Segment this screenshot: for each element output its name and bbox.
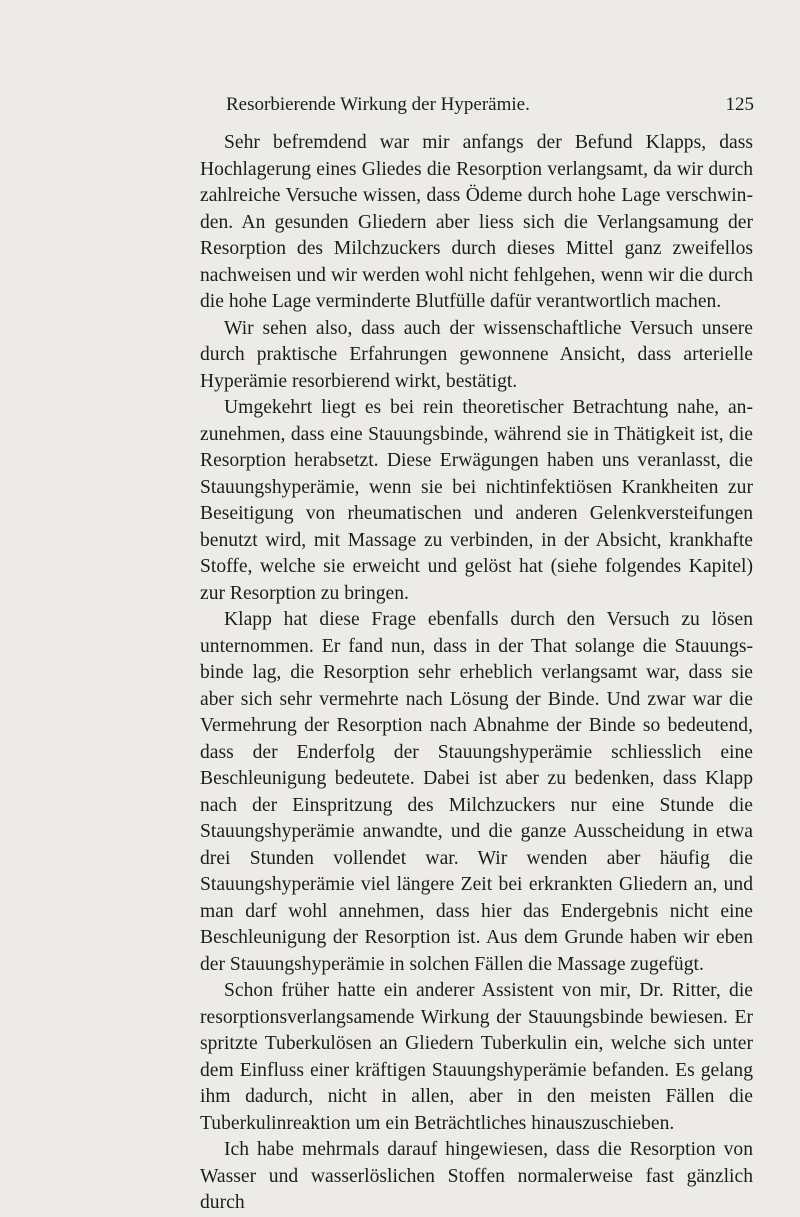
running-header [226,92,754,118]
paragraph-5: Schon früher hatte ein anderer Assistent von mir, Dr. Ritter, die resorptionsverlangsamende Wirkung der Stauungsbinde bewiesen. Er spritzte Tuberkulösen an Gliedern Tuberkulin ein, welche sich unter dem Einfluss einer kräftigen Stauungshyperämie befanden. Es gelang ihm dadurch, nicht in allen, aber in den meisten Fällen die Tuberkulinreaktion um ein Beträchtliches hinauszuschieben. [200,980,753,1134]
paragraph-1: Sehr befremdend war mir anfangs der Befund Klapps, dass Hochlagerung eines Gliedes die Resorption verlangsamt, da wir durch zahlreiche Versuche wissen, dass Ödeme durch hohe Lage verschwinden. An gesunden Gliedern aber liess sich die Verlangsamung der Resorption des Milchzuckers durch dieses Mittel ganz zweifellos nachweisen und wir werden wohl nicht fehlgehen, wenn wir die durch die hohe Lage verminderte Blutfülle dafür verantwortlich machen. [200,132,753,312]
running-title: Resorbierende Wirkung der Hyperämie. [226,94,530,115]
paragraph-3: Umgekehrt liegt es bei rein theoretischer Betrachtung nahe, anzunehmen, dass eine Stauungsbinde, während sie in Thätigkeit ist, die Resorption herabsetzt. Diese Erwägungen haben uns veranlasst, die Stauungshyperämie, wenn sie bei nichtinfektiösen Krankheiten zur Beseitigung von rheumatischen und anderen Gelenkversteifungen benutzt wird, mit Massage zu verbinden, in der Absicht, krankhafte Stoffe, welche sie erweicht und gelöst hat (siehe folgendes Kapitel) zur Resorption zu bringen. [200,397,753,604]
page-number: 125 [725,94,754,115]
paragraph-2: Wir sehen also, dass auch der wissenschaftliche Versuch unsere durch praktische Erfahrungen gewonnene Ansicht, dass arterielle Hyperämie resorbierend wirkt, bestätigt. [200,317,753,392]
paragraph-4: Klapp hat diese Frage ebenfalls durch den Versuch zu lösen unternommen. Er fand nun, dass in der That solange die Stauungsbinde lag, die Resorption sehr erheblich verlangsamt war, dass sie aber sich sehr vermehrte nach Lösung der Binde. Und zwar war die Vermehrung der Resorption nach Abnahme der Binde so bedeutend, dass der Enderfolg der Stauungshyperämie schliesslich eine Beschleunigung bedeutete. Dabei ist aber zu bedenken, dass Klapp nach der Einspritzung des Milchzuckers nur eine Stunde die Stauungshyperämie anwandte, und die ganze Ausscheidung in etwa drei Stunden vollendet war. Wir wenden aber häufig die Stauungshyperämie viel längere Zeit bei erkrankten Gliedern an, und man darf wohl annehmen, dass hier das Endergebnis nicht eine Beschleunigung der Resorption ist. Aus dem Grunde haben wir eben der Stauungshyperämie in solchen Fällen die Massage zugefügt. [200,609,753,975]
paragraph-6: Ich habe mehrmals darauf hingewiesen, dass die Resorption von Wasser und wasserlöslichen Stoffen normalerweise fast gänzlich durch [200,1139,753,1213]
body-text [200,130,753,1217]
